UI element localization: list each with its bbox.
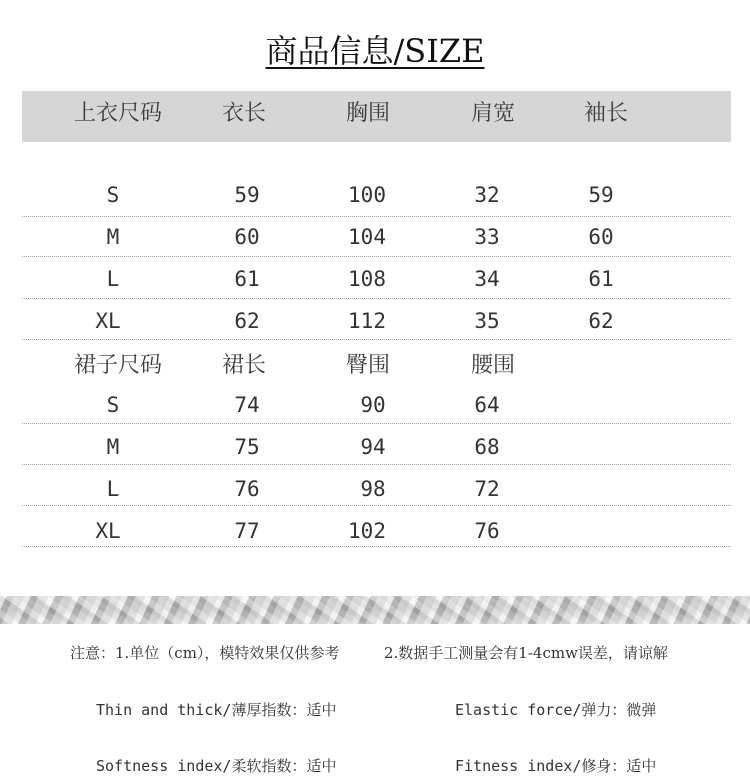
- table-cell: XL: [95, 519, 121, 543]
- header-sleeve: 袖长: [583, 101, 629, 126]
- table-cell: 77: [234, 519, 260, 543]
- table-cell: 59: [588, 183, 614, 207]
- table-cell: 33: [474, 225, 500, 249]
- table-cell: 108: [348, 267, 386, 291]
- row-divider: [22, 339, 731, 340]
- row-divider: [22, 256, 731, 257]
- spec-elastic: Elastic force/弹力：微弹: [455, 701, 657, 719]
- row-divider: [22, 505, 731, 506]
- header-skirt-size: 裙子尺码: [73, 353, 163, 378]
- table-cell: 90: [360, 393, 386, 417]
- table-cell: 61: [234, 267, 260, 291]
- header-shoulder: 肩宽: [470, 101, 516, 126]
- table-cell: 75: [234, 435, 260, 459]
- table-cell: 34: [474, 267, 500, 291]
- table-cell: 64: [474, 393, 500, 417]
- table-cell: 32: [474, 183, 500, 207]
- spec-thickness: Thin and thick/薄厚指数：适中: [96, 701, 337, 719]
- row-divider: [22, 298, 731, 299]
- table-cell: 104: [348, 225, 386, 249]
- table-cell: 102: [348, 519, 386, 543]
- header-skirt-length: 裙长: [221, 353, 267, 378]
- note-error: 2.数据手工测量会有1-4cmw误差，请谅解: [384, 644, 668, 662]
- table-cell: 94: [360, 435, 386, 459]
- note-unit: 注意：1.单位（cm），模特效果仅供参考: [70, 644, 340, 662]
- header-length: 衣长: [221, 101, 267, 126]
- header-waist: 腰围: [470, 353, 516, 378]
- table-cell: 35: [474, 309, 500, 333]
- table-cell: 62: [234, 309, 260, 333]
- table-cell: 60: [234, 225, 260, 249]
- decorative-texture-band: [0, 596, 750, 624]
- table-cell: 74: [234, 393, 260, 417]
- table-cell: 61: [588, 267, 614, 291]
- row-divider: [22, 216, 731, 217]
- row-divider: [22, 546, 731, 547]
- table-cell: L: [106, 267, 120, 291]
- table-cell: XL: [95, 309, 121, 333]
- table-cell: 59: [234, 183, 260, 207]
- page-title: 商品信息/SIZE: [265, 32, 485, 70]
- table-cell: 76: [474, 519, 500, 543]
- table-cell: 112: [348, 309, 386, 333]
- header-hip: 臀围: [345, 353, 391, 378]
- table-cell: 98: [360, 477, 386, 501]
- table-cell: S: [106, 393, 120, 417]
- header-bust: 胸围: [345, 101, 391, 126]
- table-cell: 76: [234, 477, 260, 501]
- table-cell: M: [106, 225, 120, 249]
- table-cell: L: [106, 477, 120, 501]
- table-cell: S: [106, 183, 120, 207]
- table-cell: 60: [588, 225, 614, 249]
- table-cell: 100: [348, 183, 386, 207]
- table-cell: M: [106, 435, 120, 459]
- row-divider: [22, 423, 731, 424]
- table-cell: 72: [474, 477, 500, 501]
- spec-softness: Softness index/柔软指数：适中: [96, 757, 337, 775]
- spec-fitness: Fitness index/修身：适中: [455, 757, 657, 775]
- table-cell: 68: [474, 435, 500, 459]
- header-top-size: 上衣尺码: [73, 101, 163, 126]
- table-cell: 62: [588, 309, 614, 333]
- row-divider: [22, 464, 731, 465]
